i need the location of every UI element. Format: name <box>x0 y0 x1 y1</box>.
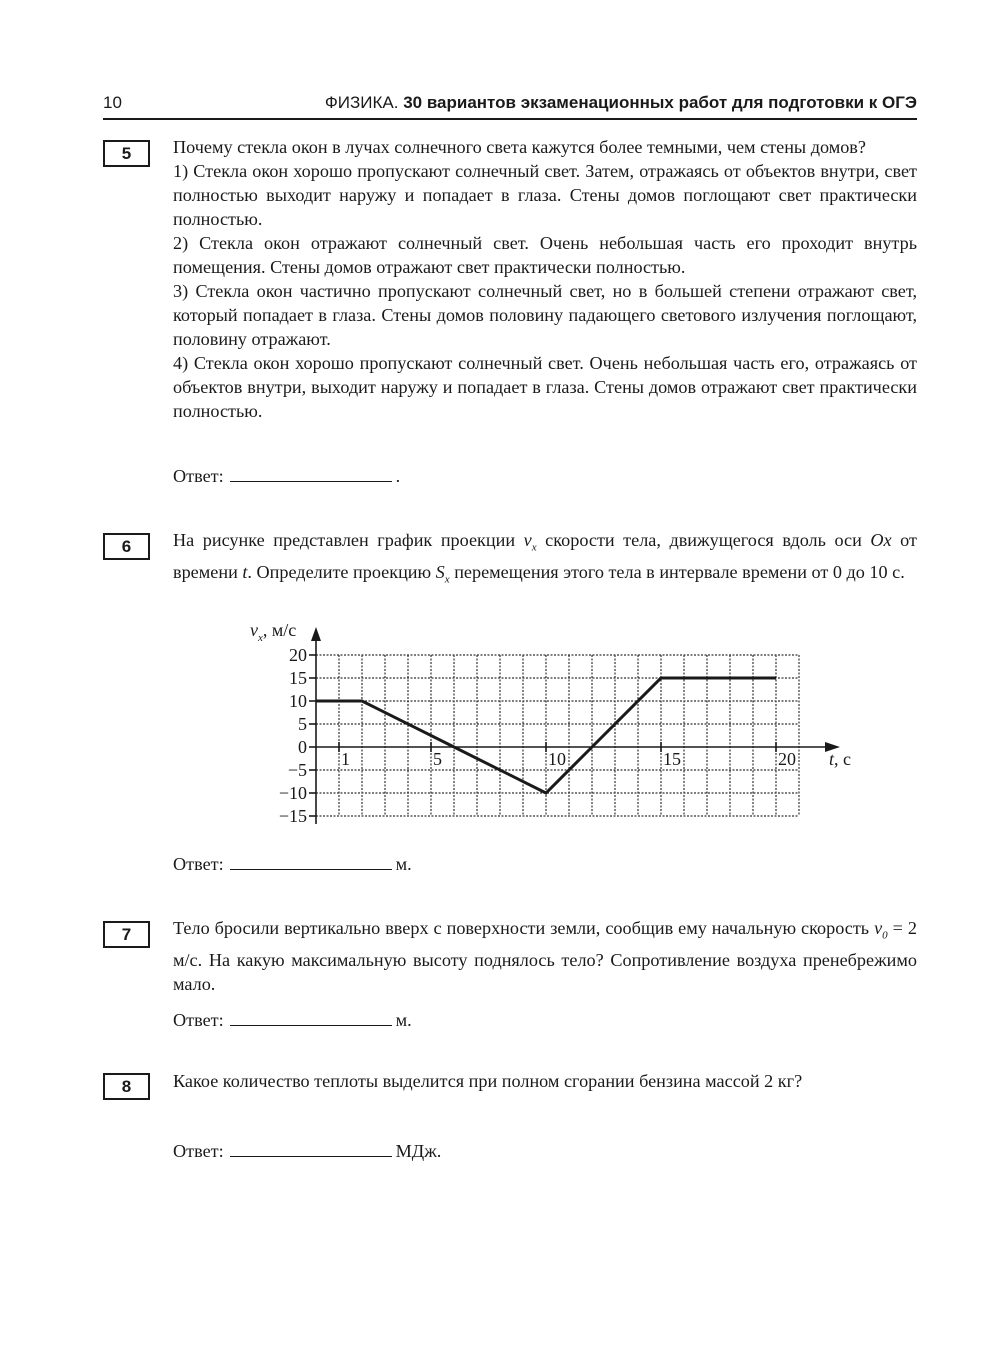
question-number-box: 8 <box>103 1073 150 1100</box>
chart-tick-labels <box>279 645 796 826</box>
svg-text:t, с: t, с <box>829 749 852 769</box>
question-number-box: 6 <box>103 533 150 560</box>
answer-field[interactable] <box>230 1142 392 1157</box>
svg-text:15: 15 <box>663 749 681 769</box>
chart-axes <box>309 627 840 824</box>
option-1: 1) Стекла окон хорошо пропускают солнечный свет. Затем, отражаясь от объектов внутри, свет полностью выходит наружу и попадает в глаза. Стены домов поглощают свет практически полностью. <box>173 161 917 229</box>
option-4: 4) Стекла окон хорошо пропускают солнечный свет. Очень небольшая часть его, отражаясь от объектов внутри, выходит наружу и попадает в глаза. Стены домов отражают свет практически полностью. <box>173 353 917 421</box>
answer-field[interactable] <box>230 1011 392 1026</box>
svg-text:−15: −15 <box>278 806 307 826</box>
svg-text:15: 15 <box>289 668 307 688</box>
page-number: 10 <box>103 93 122 112</box>
option-3: 3) Стекла окон частично пропускают солнечный свет, но в большей степени отражают свет, который попадает в глаза. Стены домов половину падающего светового излучения поглощают, половину отражают. <box>173 281 917 349</box>
answer-line-5: Ответ: . <box>173 466 401 486</box>
question-7-text: Тело бросили вертикально вверх с поверхности земли, сообщив ему начальную скорость $v_0 = 2$ м/с. На какую максимальную высоту поднялось тело? Сопротивление воздуха пренебрежимо мало. <box>173 918 917 994</box>
svg-text:5: 5 <box>298 714 307 734</box>
svg-text:5: 5 <box>433 749 442 769</box>
svg-text:10: 10 <box>289 691 307 711</box>
question-6-text: На рисунке представлен график проекции $v_x$ скорости тела, движущегося вдоль оси Ox от времени t. Определите проекцию $S_x$ перемещения этого тела в интервале времени от 0 до 10 с. <box>173 530 917 586</box>
answer-field[interactable] <box>230 855 392 870</box>
svg-text:20: 20 <box>289 645 307 665</box>
answer-line-7: Ответ: м. <box>173 1010 412 1030</box>
svg-text:20: 20 <box>778 749 796 769</box>
book-title: ФИЗИКА. 30 вариантов экзаменационных работ для подготовки к ОГЭ <box>324 93 917 112</box>
answer-line-6: Ответ: м. <box>173 854 412 874</box>
question-stem: Почему стекла окон в лучах солнечного света кажутся более темными, чем стены домов? <box>173 137 866 157</box>
option-2: 2) Стекла окон отражают солнечный свет. Очень небольшая часть его проходит внутрь помещения. Стены домов отражают свет практически полностью. <box>173 233 917 277</box>
answer-line-8: Ответ: МДж. <box>173 1141 442 1161</box>
question-number-box: 5 <box>103 140 150 167</box>
question-number-box: 7 <box>103 921 150 948</box>
svg-text:1: 1 <box>341 749 350 769</box>
svg-text:−5: −5 <box>287 760 307 780</box>
svg-text:vx, м/с: $v_x$, м/с <box>250 620 297 644</box>
svg-text:−10: −10 <box>278 783 307 803</box>
svg-text:0: 0 <box>298 737 307 757</box>
question-8-text: Какое количество теплоты выделится при полном сгорании бензина массой 2 кг? <box>173 1071 803 1091</box>
svg-text:10: 10 <box>548 749 566 769</box>
